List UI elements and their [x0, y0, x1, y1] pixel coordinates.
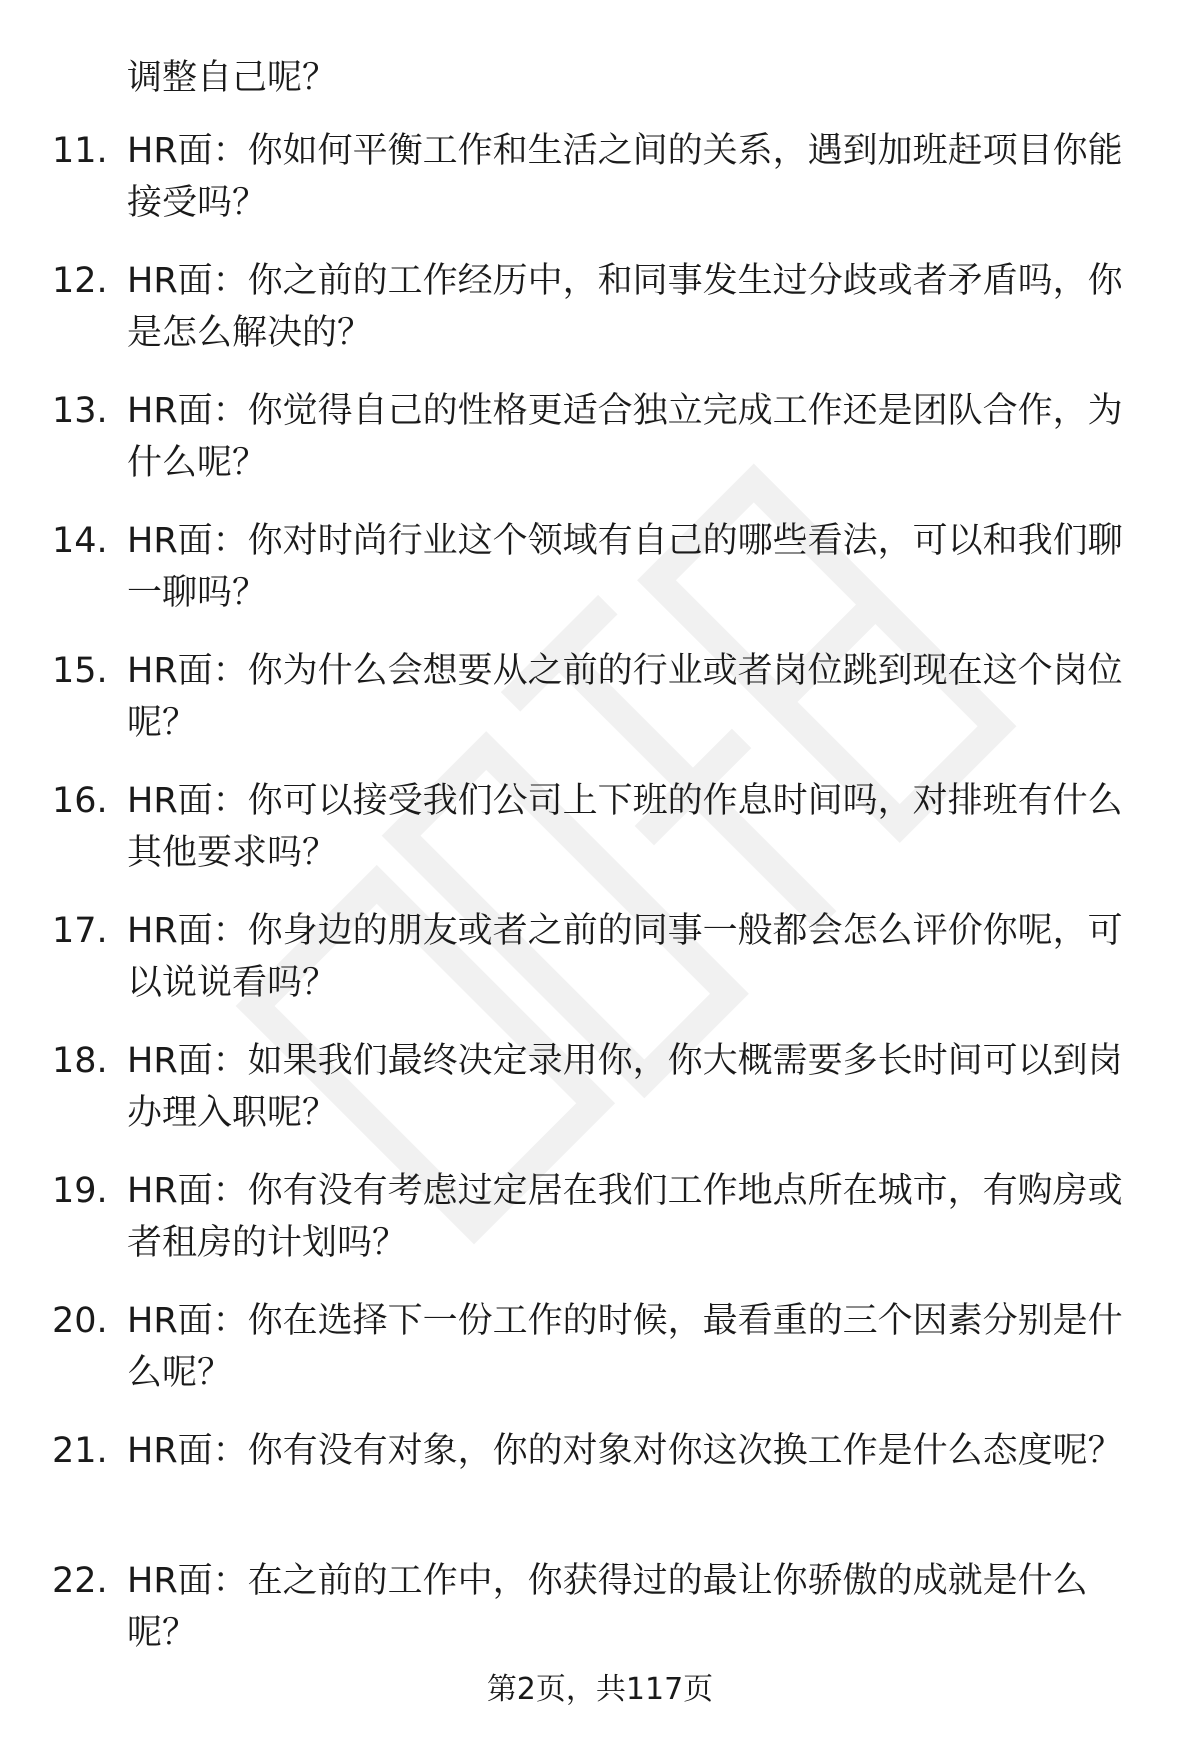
question-item: [0, 645, 1200, 775]
question-number: 12.: [52, 261, 108, 301]
question-number: 17.: [52, 911, 108, 951]
question-text: HR面：在之前的工作中，你获得过的最让你骄傲的成就是什么呢？: [127, 1561, 1088, 1653]
question-text: HR面：你如何平衡工作和生活之间的关系，遇到加班赶项目你能接受吗？: [127, 131, 1123, 223]
question-item: [0, 1035, 1200, 1165]
continuation-text: 调整自己呢？: [127, 58, 338, 98]
question-item: [0, 255, 1200, 385]
question-item: [0, 515, 1200, 645]
question-text: HR面：你可以接受我们公司上下班的作息时间吗，对排班有什么其他要求吗？: [127, 781, 1123, 873]
question-item: [0, 1165, 1200, 1295]
question-item: [0, 775, 1200, 905]
question-text: HR面：你之前的工作经历中，和同事发生过分歧或者矛盾吗，你是怎么解决的？: [127, 261, 1123, 353]
question-item: [0, 125, 1200, 255]
question-text: HR面：你身边的朋友或者之前的同事一般都会怎么评价你呢，可以说说看吗？: [127, 911, 1123, 1003]
question-item: [0, 1295, 1200, 1425]
question-number: 11.: [52, 131, 108, 171]
question-text: HR面：你对时尚行业这个领域有自己的哪些看法，可以和我们聊一聊吗？: [127, 521, 1123, 613]
question-number: 19.: [52, 1171, 108, 1211]
question-item: [0, 1425, 1200, 1555]
question-number: 18.: [52, 1041, 108, 1081]
question-text: HR面：你觉得自己的性格更适合独立完成工作还是团队合作，为什么呢？: [127, 391, 1123, 483]
question-number: 22.: [52, 1561, 108, 1601]
question-number: 21.: [52, 1431, 108, 1471]
question-text: HR面：你在选择下一份工作的时候，最看重的三个因素分别是什么呢？: [127, 1301, 1123, 1393]
question-text: HR面：你为什么会想要从之前的行业或者岗位跳到现在这个岗位呢？: [127, 651, 1123, 743]
question-item: [0, 385, 1200, 515]
question-number: 20.: [52, 1301, 108, 1341]
question-number: 15.: [52, 651, 108, 691]
question-text: HR面：你有没有对象，你的对象对你这次换工作是什么态度呢？: [127, 1431, 1123, 1471]
question-number: 16.: [52, 781, 108, 821]
question-text: HR面：如果我们最终决定录用你，你大概需要多长时间可以到岗办理入职呢？: [127, 1041, 1123, 1133]
question-number: 13.: [52, 391, 108, 431]
question-text: HR面：你有没有考虑过定居在我们工作地点所在城市，有购房或者租房的计划吗？: [127, 1171, 1123, 1263]
question-item: [0, 905, 1200, 1035]
question-list: [0, 125, 1200, 1685]
question-number: 14.: [52, 521, 108, 561]
page-footer: 第2页，共117页: [486, 1672, 714, 1707]
question-item: [0, 1555, 1200, 1685]
